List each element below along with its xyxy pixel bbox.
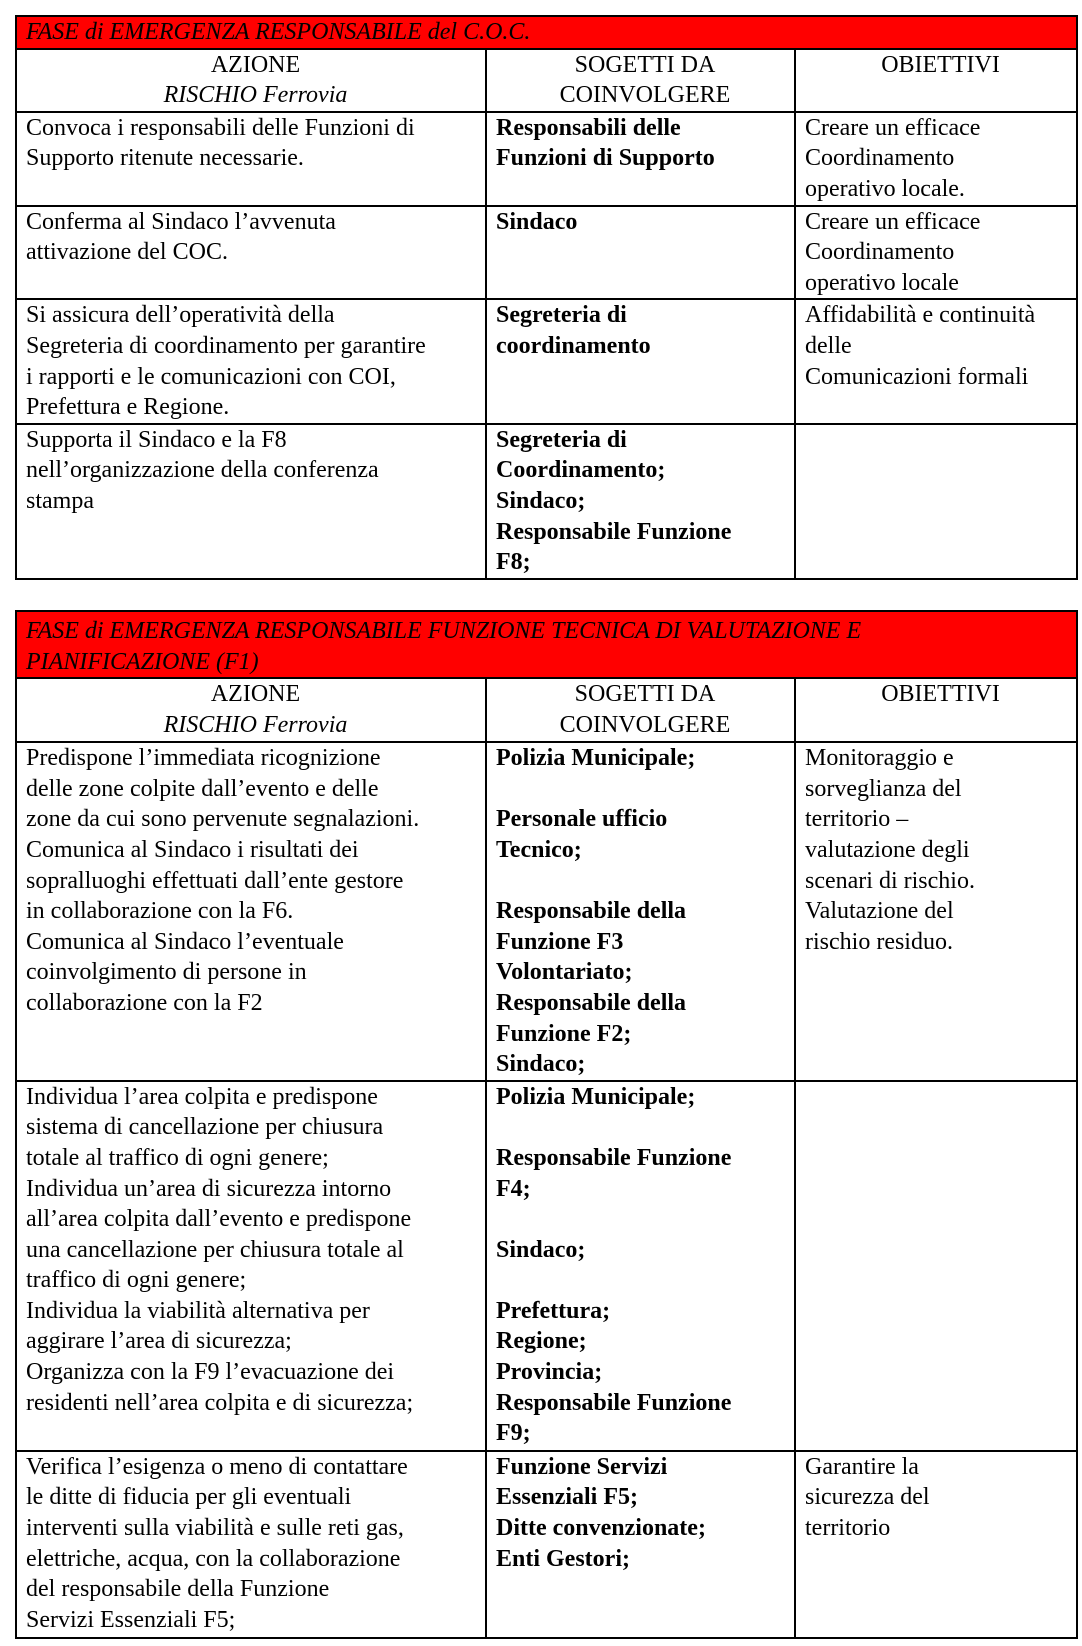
azione-cell: [16, 1451, 486, 1638]
cell-line: i rapporti e le comunicazioni con COI,: [26, 363, 396, 390]
obiettivi-cell: [795, 1451, 1077, 1638]
azione-cell: [16, 742, 486, 1081]
cell-line: F9;: [496, 1420, 531, 1447]
cell-line: traffico di ogni genere;: [26, 1267, 247, 1294]
table-row: [16, 1451, 1077, 1638]
cell-line: sopralluoghi effettuati dall’ente gestore: [26, 867, 404, 894]
cell-line: interventi sulla viabilità e sulle reti gas,: [26, 1514, 404, 1541]
cell-spacer: [496, 1265, 794, 1296]
coc-table: [15, 15, 1078, 580]
f1-table-header: [16, 611, 1077, 678]
cell-line: Tecnico;: [496, 836, 582, 863]
table-row: [16, 112, 1077, 206]
cell-line: Funzioni di Supporto: [496, 145, 715, 172]
cell-line: Garantire la: [805, 1453, 919, 1480]
cell-line: attivazione del COC.: [26, 239, 228, 266]
cell-line: scenari di rischio.: [805, 867, 975, 894]
cell-line: Creare un efficace: [805, 114, 981, 141]
cell-line: del responsabile della Funzione: [26, 1576, 330, 1603]
obiettivi-label: OBIETTIVI: [881, 681, 1000, 708]
column-header-azione: [16, 49, 486, 112]
cell-line: Individua l’area colpita e predispone: [26, 1083, 378, 1110]
cell-line: Funzione F2;: [496, 1020, 632, 1047]
cell-line: Segreteria di coordinamento per garantire: [26, 332, 426, 359]
cell-line: operativo locale: [805, 269, 959, 296]
obiettivi-label: OBIETTIVI: [881, 51, 1000, 78]
cell-line: Comunicazioni formali: [805, 363, 1029, 390]
cell-line: Organizza con la F9 l’evacuazione dei: [26, 1359, 395, 1386]
azione-cell: [16, 424, 486, 579]
cell-line: Responsabile della: [496, 898, 687, 925]
cell-line: Responsabile Funzione: [496, 1144, 732, 1171]
cell-line: totale al traffico di ogni genere;: [26, 1144, 329, 1171]
cell-line: Regione;: [496, 1328, 587, 1355]
f1-header-line-1: FASE di EMERGENZA RESPONSABILE FUNZIONE TECNICA DI VALUTAZIONE E: [26, 618, 862, 644]
cell-line: Coordinamento: [805, 239, 955, 266]
f1-header-line-2: PIANIFICAZIONE (F1): [26, 648, 259, 675]
cell-line: Individua un’area di sicurezza intorno: [26, 1175, 392, 1202]
soggetti-cell: [486, 299, 795, 423]
cell-line: Volontariato;: [496, 959, 633, 986]
cell-line: sorveglianza del: [805, 775, 962, 802]
column-header-soggetti: [486, 678, 795, 742]
table-row: [16, 424, 1077, 579]
cell-line: Segreteria di: [496, 302, 627, 329]
soggetti-cell: [486, 742, 795, 1081]
azione-cell: [16, 1081, 486, 1451]
column-header-obiettivi: [795, 49, 1077, 112]
obiettivi-cell: [795, 299, 1077, 423]
cell-line: F8;: [496, 549, 531, 576]
cell-line: Personale ufficio: [496, 806, 668, 833]
cell-line: sicurezza del: [805, 1484, 930, 1511]
cell-line: Funzione F3: [496, 928, 624, 955]
cell-line: nell’organizzazione della conferenza: [26, 457, 379, 484]
cell-line: Comunica al Sindaco l’eventuale: [26, 928, 344, 955]
table-row: [16, 206, 1077, 300]
obiettivi-cell: [795, 424, 1077, 579]
cell-line: Coordinamento: [805, 145, 955, 172]
cell-line: collaborazione con la F2: [26, 989, 263, 1016]
soggetti-cell: [486, 112, 795, 206]
obiettivi-cell: [795, 206, 1077, 300]
cell-line: Prefettura e Regione.: [26, 394, 230, 421]
obiettivi-cell: [795, 112, 1077, 206]
cell-line: operativo locale.: [805, 175, 965, 202]
column-header-soggetti: [486, 49, 795, 112]
cell-line: Supporta il Sindaco e la F8: [26, 426, 287, 453]
cell-line: Prefettura;: [496, 1297, 611, 1324]
cell-line: in collaborazione con la F6.: [26, 898, 294, 925]
cell-line: le ditte di fiducia per gli eventuali: [26, 1484, 352, 1511]
cell-line: territorio –: [805, 806, 909, 833]
cell-line: Segreteria di: [496, 426, 627, 453]
soggetti-cell: [486, 424, 795, 579]
azione-cell: [16, 299, 486, 423]
azione-cell: [16, 112, 486, 206]
cell-line: territorio: [805, 1514, 891, 1541]
soggetti-label-2: COINVOLGERE: [559, 711, 731, 738]
cell-line: Sindaco;: [496, 487, 586, 514]
cell-line: Polizia Municipale;: [496, 1083, 696, 1110]
cell-line: Polizia Municipale;: [496, 745, 696, 772]
coc-table-header: FASE di EMERGENZA RESPONSABILE del C.O.C.: [16, 16, 1077, 49]
cell-spacer: [496, 866, 794, 897]
cell-line: Individua la viabilità alternativa per: [26, 1297, 370, 1324]
cell-line: Affidabilità e continuità: [805, 302, 1036, 329]
cell-line: stampa: [26, 487, 94, 514]
cell-line: aggirare l’area di sicurezza;: [26, 1328, 292, 1355]
cell-line: Conferma al Sindaco l’avvenuta: [26, 208, 336, 235]
cell-line: sistema di cancellazione per chiusura: [26, 1114, 384, 1141]
rischio-label: RISCHIO Ferrovia: [163, 82, 348, 109]
cell-line: Supporto ritenute necessarie.: [26, 145, 304, 172]
soggetti-label-2: COINVOLGERE: [559, 82, 731, 109]
cell-spacer: [496, 1204, 794, 1235]
cell-line: Ditte convenzionate;: [496, 1514, 706, 1541]
column-header-azione: [16, 678, 486, 742]
cell-line: Enti Gestori;: [496, 1545, 630, 1572]
cell-line: Sindaco;: [496, 1236, 586, 1263]
cell-line: Monitoraggio e: [805, 745, 954, 772]
cell-line: valutazione degli: [805, 836, 970, 863]
f1-table: [15, 610, 1078, 1639]
table-row: [16, 299, 1077, 423]
cell-line: Creare un efficace: [805, 208, 981, 235]
cell-line: residenti nell’area colpita e di sicurezza;: [26, 1389, 414, 1416]
cell-line: elettriche, acqua, con la collaborazione: [26, 1545, 401, 1572]
cell-line: Responsabile Funzione: [496, 518, 732, 545]
azione-cell: [16, 206, 486, 300]
soggetti-cell: [486, 206, 795, 300]
azione-label: AZIONE: [210, 681, 301, 708]
cell-line: Comunica al Sindaco i risultati dei: [26, 836, 359, 863]
obiettivi-cell: [795, 742, 1077, 1081]
cell-line: Valutazione del: [805, 898, 954, 925]
cell-line: una cancellazione per chiusura totale al: [26, 1236, 404, 1263]
table-row: [16, 742, 1077, 1081]
column-header-obiettivi: [795, 678, 1077, 742]
cell-line: Coordinamento;: [496, 457, 666, 484]
obiettivi-cell: [795, 1081, 1077, 1451]
cell-spacer: [496, 774, 794, 805]
cell-line: Responsabile Funzione: [496, 1389, 732, 1416]
cell-line: Sindaco: [496, 208, 578, 235]
cell-line: coinvolgimento di persone in: [26, 959, 307, 986]
cell-line: delle: [805, 332, 852, 359]
cell-line: Responsabile della: [496, 989, 687, 1016]
soggetti-cell: [486, 1451, 795, 1638]
cell-line: Servizi Essenziali F5;: [26, 1606, 236, 1633]
cell-line: Convoca i responsabili delle Funzioni di: [26, 114, 415, 141]
soggetti-cell: [486, 1081, 795, 1451]
cell-spacer: [496, 1112, 794, 1143]
soggetti-label-1: SOGETTI DA: [574, 681, 716, 708]
azione-label: AZIONE: [210, 51, 301, 78]
cell-line: Responsabili delle: [496, 114, 681, 141]
cell-line: Funzione Servizi: [496, 1453, 668, 1480]
cell-line: Si assicura dell’operatività della: [26, 302, 335, 329]
rischio-label: RISCHIO Ferrovia: [163, 711, 348, 738]
cell-line: delle zone colpite dall’evento e delle: [26, 775, 379, 802]
cell-line: coordinamento: [496, 332, 651, 359]
cell-line: Verifica l’esigenza o meno di contattare: [26, 1453, 408, 1480]
soggetti-label-1: SOGETTI DA: [574, 51, 716, 78]
cell-line: Predispone l’immediata ricognizione: [26, 745, 381, 772]
cell-line: all’area colpita dall’evento e predispone: [26, 1206, 412, 1233]
cell-line: Provincia;: [496, 1359, 603, 1386]
cell-line: rischio residuo.: [805, 928, 953, 955]
cell-line: F4;: [496, 1175, 531, 1202]
cell-line: zone da cui sono pervenute segnalazioni.: [26, 806, 420, 833]
cell-line: Sindaco;: [496, 1051, 586, 1078]
cell-line: Essenziali F5;: [496, 1484, 638, 1511]
table-row: [16, 1081, 1077, 1451]
